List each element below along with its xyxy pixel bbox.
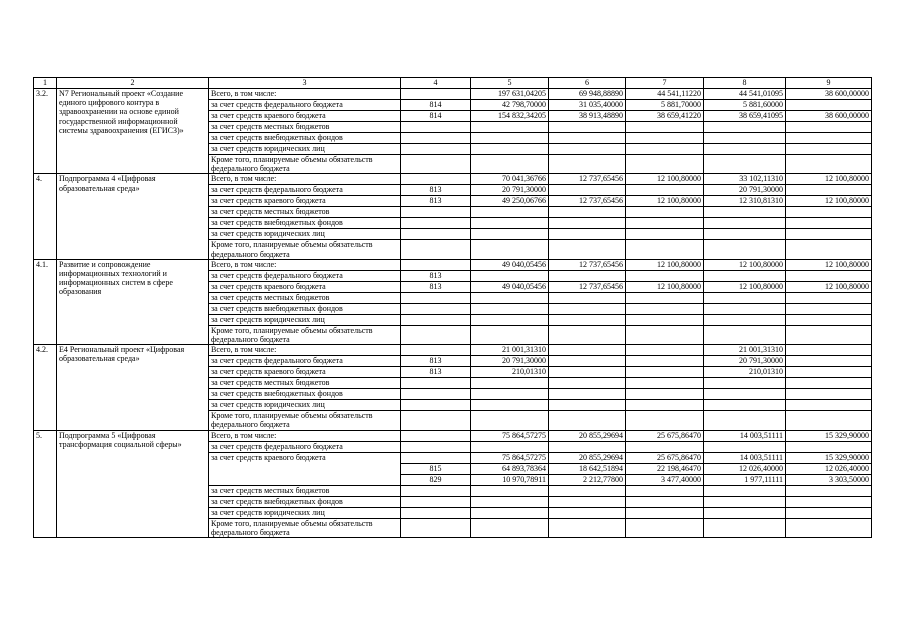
amount-cell (549, 367, 626, 378)
section-name: Подпрограмма 4 «Цифровая образовательная среда» (57, 174, 209, 259)
funding-source-label: за счет средств краевого бюджета (209, 196, 401, 207)
amount-cell: 42 798,70000 (471, 100, 549, 111)
amount-cell (626, 292, 704, 303)
amount-cell: 38 600,00000 (786, 111, 872, 122)
amount-cell (549, 378, 626, 389)
amount-cell: 49 040,05456 (471, 259, 549, 270)
amount-cell: 38 659,41220 (626, 111, 704, 122)
kbk-code-cell (401, 303, 471, 314)
funding-source-label: за счет средств внебюджетных фондов (209, 389, 401, 400)
funding-source-label: за счет средств внебюджетных фондов (209, 496, 401, 507)
section-name: N7 Региональный проект «Создание единого цифрового контура в здравоохранении на основе единой государственной информационной системы здравоохранения (ЕГИСЗ)» (57, 89, 209, 174)
funding-source-label: за счет средств краевого бюджета (209, 281, 401, 292)
amount-cell (549, 185, 626, 196)
header-cell: 7 (626, 78, 704, 89)
amount-cell (704, 240, 786, 259)
amount-cell (786, 155, 872, 174)
amount-cell (704, 270, 786, 281)
amount-cell (549, 518, 626, 537)
amount-cell: 210,01310 (704, 367, 786, 378)
header-cell: 5 (471, 78, 549, 89)
amount-cell: 22 198,46470 (626, 463, 704, 474)
header-cell: 8 (704, 78, 786, 89)
amount-cell (786, 207, 872, 218)
amount-cell (626, 496, 704, 507)
amount-cell (549, 240, 626, 259)
amount-cell (786, 133, 872, 144)
amount-cell (704, 325, 786, 344)
amount-cell (704, 122, 786, 133)
kbk-code-cell (401, 400, 471, 411)
funding-source-label: за счет средств местных бюджетов (209, 485, 401, 496)
amount-cell: 3 477,40000 (626, 474, 704, 485)
table-body (34, 78, 872, 538)
funding-source-label: за счет средств федерального бюджета (209, 100, 401, 111)
amount-cell (786, 292, 872, 303)
amount-cell: 12 100,80000 (704, 281, 786, 292)
amount-cell (549, 314, 626, 325)
amount-cell (471, 144, 549, 155)
amount-cell: 44 541,01095 (704, 89, 786, 100)
header-cell: 9 (786, 78, 872, 89)
amount-cell (471, 507, 549, 518)
amount-cell: 154 832,34205 (471, 111, 549, 122)
amount-cell (626, 411, 704, 430)
kbk-code-cell: 813 (401, 196, 471, 207)
amount-cell (786, 218, 872, 229)
amount-cell: 25 675,86470 (626, 452, 704, 463)
funding-source-label: за счет средств федерального бюджета (209, 356, 401, 367)
amount-cell: 5 881,70000 (626, 100, 704, 111)
amount-cell: 12 310,81310 (704, 196, 786, 207)
funding-source-label: за счет средств федерального бюджета (209, 185, 401, 196)
amount-cell: 12 100,80000 (704, 259, 786, 270)
funding-source-label: за счет средств краевого бюджета (209, 367, 401, 378)
amount-cell (471, 240, 549, 259)
amount-cell (626, 144, 704, 155)
kbk-code-cell (401, 325, 471, 344)
amount-cell (471, 303, 549, 314)
amount-cell: 12 100,80000 (786, 259, 872, 270)
amount-cell (786, 314, 872, 325)
amount-cell (549, 144, 626, 155)
amount-cell (471, 496, 549, 507)
amount-cell: 44 541,11220 (626, 89, 704, 100)
amount-cell: 3 303,50000 (786, 474, 872, 485)
amount-cell (704, 155, 786, 174)
kbk-code-cell: 813 (401, 356, 471, 367)
amount-cell: 33 102,11310 (704, 174, 786, 185)
funding-source-label: за счет средств местных бюджетов (209, 207, 401, 218)
amount-cell (626, 367, 704, 378)
section-row-total (34, 345, 872, 356)
amount-cell: 38 913,48890 (549, 111, 626, 122)
section-number: 4. (34, 174, 57, 259)
amount-cell (786, 303, 872, 314)
amount-cell: 21 001,31310 (704, 345, 786, 356)
amount-cell (786, 185, 872, 196)
funding-source-label: за счет средств внебюджетных фондов (209, 218, 401, 229)
amount-cell: 14 003,51111 (704, 452, 786, 463)
amount-cell (626, 218, 704, 229)
kbk-code-cell: 813 (401, 367, 471, 378)
amount-cell (704, 496, 786, 507)
kbk-code-cell (401, 430, 471, 441)
amount-cell: 38 659,41095 (704, 111, 786, 122)
amount-cell (786, 122, 872, 133)
amount-cell: 12 100,80000 (786, 281, 872, 292)
amount-cell: 69 948,88890 (549, 89, 626, 100)
amount-cell (786, 100, 872, 111)
header-cell: 1 (34, 78, 57, 89)
amount-cell (549, 485, 626, 496)
amount-cell (471, 218, 549, 229)
amount-cell (786, 389, 872, 400)
kbk-code-cell: 813 (401, 281, 471, 292)
amount-cell: 20 855,29694 (549, 430, 626, 441)
funding-source-label: за счет средств местных бюджетов (209, 292, 401, 303)
amount-cell (626, 389, 704, 400)
funding-source-label: за счет средств краевого бюджета (209, 452, 401, 485)
funding-source-label: за счет средств федерального бюджета (209, 270, 401, 281)
section-row-total (34, 430, 872, 441)
amount-cell (471, 485, 549, 496)
amount-cell (471, 400, 549, 411)
amount-cell (549, 303, 626, 314)
amount-cell: 15 329,90000 (786, 430, 872, 441)
funding-source-label: Кроме того, планируемые объемы обязательств федерального бюджета (209, 325, 401, 344)
amount-cell (626, 229, 704, 240)
kbk-code-cell (401, 218, 471, 229)
amount-cell (704, 400, 786, 411)
amount-cell (704, 441, 786, 452)
amount-cell (786, 345, 872, 356)
amount-cell: 12 100,80000 (786, 174, 872, 185)
amount-cell (471, 411, 549, 430)
kbk-code-cell: 814 (401, 100, 471, 111)
amount-cell: 12 737,65456 (549, 281, 626, 292)
amount-cell (786, 411, 872, 430)
amount-cell (786, 496, 872, 507)
amount-cell (626, 507, 704, 518)
amount-cell: 10 970,78911 (471, 474, 549, 485)
amount-cell (549, 292, 626, 303)
amount-cell (704, 303, 786, 314)
amount-cell (471, 389, 549, 400)
amount-cell (704, 218, 786, 229)
amount-cell (471, 314, 549, 325)
amount-cell (471, 122, 549, 133)
amount-cell: 12 100,80000 (786, 196, 872, 207)
amount-cell (704, 389, 786, 400)
amount-cell (626, 345, 704, 356)
amount-cell (704, 292, 786, 303)
amount-cell: 14 003,51111 (704, 430, 786, 441)
funding-source-label: за счет средств внебюджетных фондов (209, 133, 401, 144)
amount-cell (626, 441, 704, 452)
amount-cell (549, 507, 626, 518)
amount-cell (704, 144, 786, 155)
section-name: Развитие и сопровождение информационных технологий и информационных систем в сфере образования (57, 259, 209, 344)
amount-cell (786, 485, 872, 496)
amount-cell (704, 314, 786, 325)
kbk-code-cell (401, 229, 471, 240)
section-row-total (34, 259, 872, 270)
header-cell: 6 (549, 78, 626, 89)
amount-cell (786, 378, 872, 389)
kbk-code-cell (401, 314, 471, 325)
amount-cell (626, 303, 704, 314)
amount-cell: 49 040,05456 (471, 281, 549, 292)
amount-cell (786, 240, 872, 259)
kbk-code-cell: 813 (401, 270, 471, 281)
funding-source-label: за счет средств федерального бюджета (209, 441, 401, 452)
amount-cell: 31 035,40000 (549, 100, 626, 111)
amount-cell: 20 791,30000 (471, 185, 549, 196)
kbk-code-cell (401, 207, 471, 218)
section-number: 4.2. (34, 345, 57, 430)
amount-cell (471, 441, 549, 452)
amount-cell (549, 441, 626, 452)
amount-cell (549, 270, 626, 281)
amount-cell (471, 292, 549, 303)
amount-cell (704, 518, 786, 537)
amount-cell (626, 518, 704, 537)
amount-cell: 20 855,29694 (549, 452, 626, 463)
amount-cell: 38 600,00000 (786, 89, 872, 100)
kbk-code-cell (401, 259, 471, 270)
amount-cell (786, 144, 872, 155)
amount-cell (626, 270, 704, 281)
kbk-code-cell (401, 155, 471, 174)
amount-cell (704, 229, 786, 240)
amount-cell: 25 675,86470 (626, 430, 704, 441)
amount-cell (786, 518, 872, 537)
kbk-code-cell: 815 (401, 463, 471, 474)
amount-cell: 12 026,40000 (704, 463, 786, 474)
amount-cell (549, 400, 626, 411)
amount-cell: 12 737,65456 (549, 259, 626, 270)
kbk-code-cell: 814 (401, 111, 471, 122)
amount-cell: 12 100,80000 (626, 259, 704, 270)
kbk-code-cell (401, 240, 471, 259)
funding-source-label: за счет средств краевого бюджета (209, 111, 401, 122)
amount-cell (471, 133, 549, 144)
amount-cell: 12 737,65456 (549, 196, 626, 207)
funding-source-label: Кроме того, планируемые объемы обязательств федерального бюджета (209, 155, 401, 174)
kbk-code-cell (401, 485, 471, 496)
amount-cell (549, 325, 626, 344)
amount-cell: 20 791,30000 (704, 356, 786, 367)
amount-cell: 75 864,57275 (471, 430, 549, 441)
amount-cell (704, 507, 786, 518)
amount-cell: 64 893,78364 (471, 463, 549, 474)
amount-cell: 12 100,80000 (626, 196, 704, 207)
amount-cell: 1 977,11111 (704, 474, 786, 485)
amount-cell: 210,01310 (471, 367, 549, 378)
amount-cell: 70 041,36766 (471, 174, 549, 185)
amount-cell (704, 378, 786, 389)
amount-cell: 21 001,31310 (471, 345, 549, 356)
amount-cell (626, 400, 704, 411)
section-name: Подпрограмма 5 «Цифровая трансформация социальной сферы» (57, 430, 209, 537)
amount-cell (549, 356, 626, 367)
amount-cell (549, 229, 626, 240)
amount-cell: 12 737,65456 (549, 174, 626, 185)
funding-source-label: за счет средств местных бюджетов (209, 378, 401, 389)
amount-cell (549, 155, 626, 174)
kbk-code-cell (401, 292, 471, 303)
amount-cell (704, 133, 786, 144)
amount-cell: 5 881,60000 (704, 100, 786, 111)
amount-cell (626, 485, 704, 496)
amount-cell: 12 026,40000 (786, 463, 872, 474)
amount-cell (471, 378, 549, 389)
section-row-total (34, 89, 872, 100)
amount-cell: 12 100,80000 (626, 281, 704, 292)
amount-cell (626, 356, 704, 367)
amount-cell (626, 325, 704, 344)
section-name: E4 Региональный проект «Цифровая образовательная среда» (57, 345, 209, 430)
amount-cell (471, 229, 549, 240)
amount-cell (786, 270, 872, 281)
kbk-code-cell (401, 507, 471, 518)
kbk-code-cell (401, 452, 471, 463)
kbk-code-cell (401, 496, 471, 507)
kbk-code-cell (401, 518, 471, 537)
amount-cell (626, 240, 704, 259)
amount-cell (549, 345, 626, 356)
amount-cell (549, 218, 626, 229)
amount-cell: 20 791,30000 (704, 185, 786, 196)
funding-source-label: за счет средств юридических лиц (209, 314, 401, 325)
funding-source-label: Всего, в том числе: (209, 345, 401, 356)
amount-cell (471, 270, 549, 281)
amount-cell: 49 250,06766 (471, 196, 549, 207)
kbk-code-cell (401, 441, 471, 452)
header-row (34, 78, 872, 89)
funding-source-label: Всего, в том числе: (209, 89, 401, 100)
amount-cell (626, 133, 704, 144)
amount-cell (626, 378, 704, 389)
amount-cell (626, 155, 704, 174)
kbk-code-cell (401, 389, 471, 400)
amount-cell (549, 389, 626, 400)
amount-cell (786, 507, 872, 518)
amount-cell: 2 212,77800 (549, 474, 626, 485)
amount-cell (471, 325, 549, 344)
amount-cell (471, 518, 549, 537)
amount-cell (549, 411, 626, 430)
amount-cell (704, 485, 786, 496)
amount-cell (549, 496, 626, 507)
kbk-code-cell (401, 144, 471, 155)
funding-source-label: за счет средств юридических лиц (209, 507, 401, 518)
amount-cell (786, 229, 872, 240)
funding-source-label: Кроме того, планируемые объемы обязательств федерального бюджета (209, 518, 401, 537)
amount-cell (549, 122, 626, 133)
kbk-code-cell (401, 133, 471, 144)
section-row-total (34, 174, 872, 185)
header-cell: 4 (401, 78, 471, 89)
kbk-code-cell (401, 345, 471, 356)
amount-cell: 20 791,30000 (471, 356, 549, 367)
header-cell: 3 (209, 78, 401, 89)
funding-source-label: за счет средств внебюджетных фондов (209, 303, 401, 314)
amount-cell (786, 441, 872, 452)
amount-cell: 197 631,04205 (471, 89, 549, 100)
budget-table (33, 77, 872, 538)
section-number: 5. (34, 430, 57, 537)
amount-cell: 12 100,80000 (626, 174, 704, 185)
header-cell: 2 (57, 78, 209, 89)
funding-source-label: за счет средств местных бюджетов (209, 122, 401, 133)
amount-cell (786, 325, 872, 344)
amount-cell (786, 400, 872, 411)
funding-source-label: Кроме того, планируемые объемы обязательств федерального бюджета (209, 240, 401, 259)
amount-cell: 15 329,90000 (786, 452, 872, 463)
amount-cell: 75 864,57275 (471, 452, 549, 463)
amount-cell (626, 314, 704, 325)
section-number: 4.1. (34, 259, 57, 344)
amount-cell (704, 207, 786, 218)
amount-cell (626, 207, 704, 218)
kbk-code-cell (401, 174, 471, 185)
funding-source-label: Всего, в том числе: (209, 174, 401, 185)
funding-source-label: за счет средств юридических лиц (209, 400, 401, 411)
funding-source-label: Кроме того, планируемые объемы обязательств федерального бюджета (209, 411, 401, 430)
amount-cell (549, 207, 626, 218)
kbk-code-cell (401, 122, 471, 133)
amount-cell (549, 133, 626, 144)
amount-cell (786, 367, 872, 378)
funding-source-label: Всего, в том числе: (209, 430, 401, 441)
kbk-code-cell (401, 411, 471, 430)
kbk-code-cell (401, 378, 471, 389)
amount-cell (471, 207, 549, 218)
section-number: 3.2. (34, 89, 57, 174)
amount-cell (471, 155, 549, 174)
kbk-code-cell: 813 (401, 185, 471, 196)
funding-source-label: за счет средств юридических лиц (209, 144, 401, 155)
amount-cell (704, 411, 786, 430)
funding-source-label: за счет средств юридических лиц (209, 229, 401, 240)
funding-source-label: Всего, в том числе: (209, 259, 401, 270)
kbk-code-cell: 829 (401, 474, 471, 485)
amount-cell (786, 356, 872, 367)
amount-cell (626, 122, 704, 133)
amount-cell (626, 185, 704, 196)
amount-cell: 18 642,51894 (549, 463, 626, 474)
kbk-code-cell (401, 89, 471, 100)
